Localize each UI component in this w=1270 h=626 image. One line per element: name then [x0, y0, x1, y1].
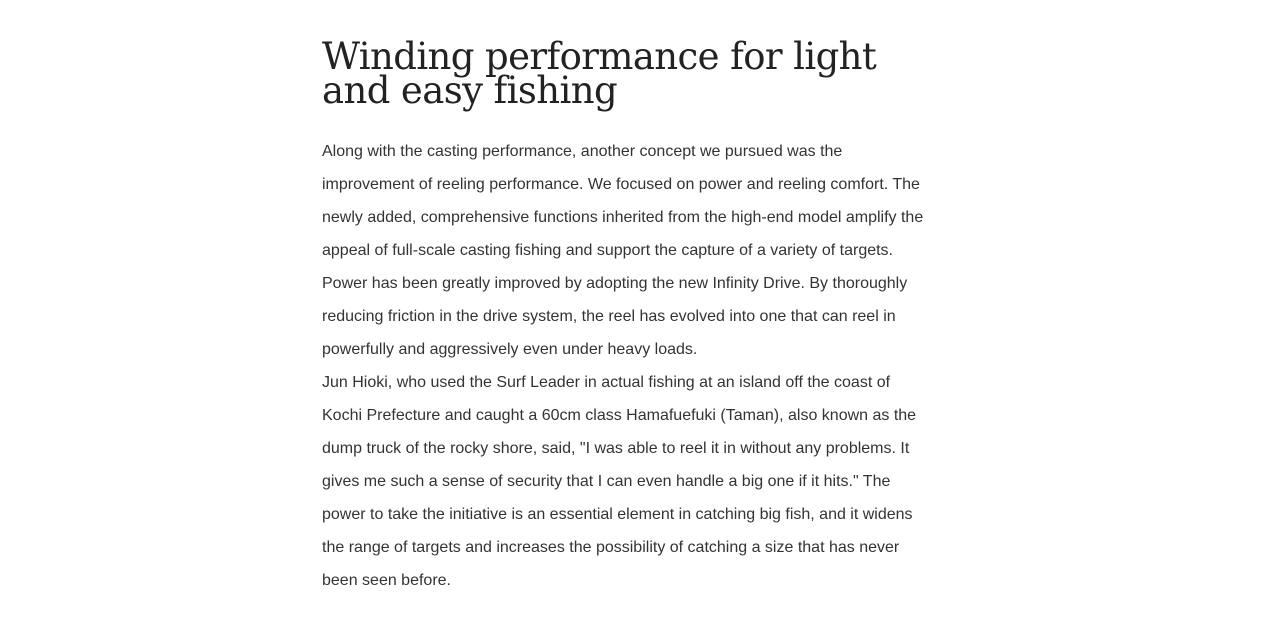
- article-body: [322, 135, 934, 597]
- article-section: [322, 0, 934, 597]
- paragraph-testimonial: Jun Hioki, who used the Surf Leader in actual fishing at an island off the coast of Kochi Prefecture and caught a 60cm class Hamafuefuki (Taman), also known as the dump truck of the rocky shore, said, "I was able to reel it in without any problems. It gives me such a sense of security that I can even handle a big one if it hits." The power to take the initiative is an essential element in catching big fish, and it widens the range of targets and increases the possibility of catching a size that has never been seen before.: [322, 374, 917, 589]
- paragraph-intro: Along with the casting performance, another concept we pursued was the improvement of reeling performance. We focused on power and reeling comfort. The newly added, comprehensive functions inherited from the high-end model amplify the appeal of full-scale casting fishing and support the capture of a variety of targets.: [322, 143, 924, 259]
- paragraph-power: Power has been greatly improved by adopting the new Infinity Drive. By thoroughly reducing friction in the drive system, the reel has evolved into one that can reel in powerfully and aggressively even under heavy loads.: [322, 275, 908, 358]
- section-heading: Winding performance for light and easy fishing: [322, 35, 877, 112]
